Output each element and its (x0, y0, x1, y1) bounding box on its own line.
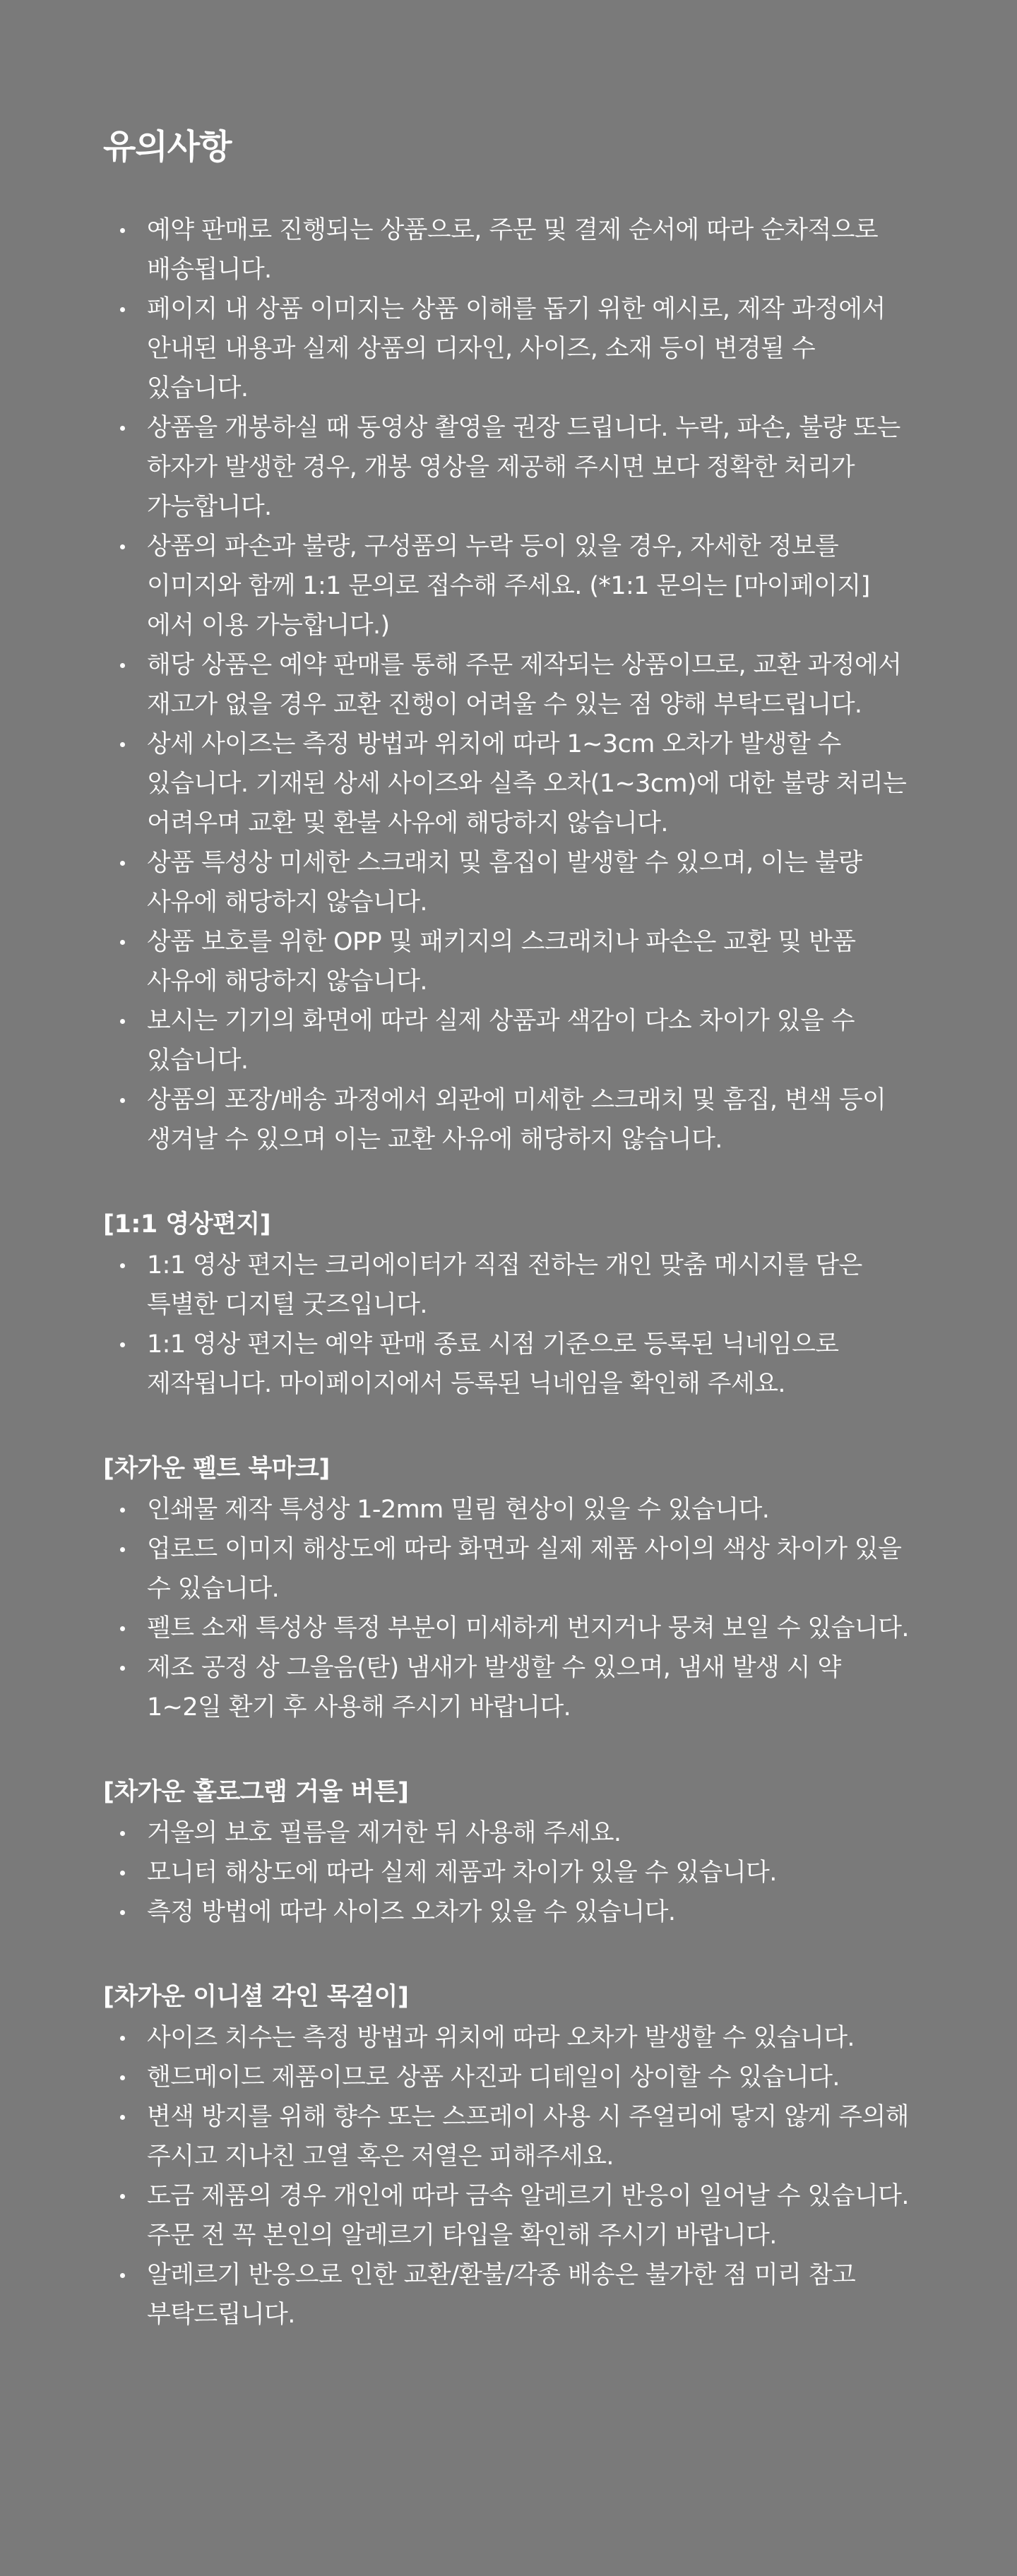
list-item (103, 1648, 914, 1727)
bullet-dot-icon (120, 1626, 125, 1631)
list-item-text: 상품의 포장/배송 과정에서 외관에 미세한 스크래치 및 흠집, 변색 등이 생겨날 수 있으며 이는 교환 사유에 해당하지 않습니다. (147, 1086, 886, 1154)
list-item-text: 상품의 파손과 불량, 구성품의 누락 등이 있을 경우, 자세한 정보를 이미지와 함께 1:1 문의로 접수해 주세요. (*1:1 문의는 [마이페이지]에서 이용 가능합니다.) (147, 532, 870, 640)
bullet-dot-icon (120, 940, 125, 945)
page-title: 유의사항 (103, 127, 232, 167)
bullet-dot-icon (120, 426, 125, 431)
section-general-notice (103, 126, 914, 1159)
list-item (103, 2255, 914, 2334)
list-item-text: 모니터 해상도에 따라 실제 제품과 차이가 있을 수 있습니다. (147, 1859, 777, 1887)
list-item (103, 1609, 914, 1648)
bullet-dot-icon (120, 663, 125, 668)
bullet-dot-icon (120, 1019, 125, 1024)
list-item (103, 1080, 914, 1159)
list-item-text: 도금 제품의 경우 개인에 따라 금속 알레르기 반응이 일어날 수 있습니다. 주문 전 꼭 본인의 알레르기 타입을 확인해 주시기 바랍니다. (147, 2182, 909, 2250)
list-item (103, 922, 914, 1001)
list-item (103, 1530, 914, 1609)
list-item-text: 해당 상품은 예약 판매를 통해 주문 제작되는 상품이므로, 교환 과정에서 재고가 없을 경우 교환 진행이 어려울 수 있는 점 양해 부탁드립니다. (147, 651, 902, 719)
list-item (103, 843, 914, 922)
bullet-dot-icon (120, 2115, 125, 2120)
list-item-text: 거울의 보호 필름을 제거한 뒤 사용해 주세요. (147, 1819, 622, 1847)
bullet-dot-icon (120, 2075, 125, 2080)
felt-bookmark-heading: [차가운 펠트 북마크] (103, 1455, 330, 1483)
section-initial-necklace (103, 1979, 914, 2334)
list-item-text: 알레르기 반응으로 인한 교환/환불/각종 배송은 불가한 점 미리 참고 부탁드립니다. (147, 2261, 856, 2329)
list-item-text: 페이지 내 상품 이미지는 상품 이해를 돕기 위한 예시로, 제작 과정에서 안내된 내용과 실제 상품의 디자인, 사이즈, 소재 등이 변경될 수 있습니다. (147, 295, 886, 402)
list-item (103, 1246, 914, 1325)
list-item (103, 290, 914, 408)
list-item-text: 핸드메이드 제품이므로 상품 사진과 디테일이 상이할 수 있습니다. (147, 2063, 840, 2092)
list-item-text: 제조 공정 상 그을음(탄) 냄새가 발생할 수 있으며, 냄새 발생 시 약 1~2일 환기 후 사용해 주시기 바랍니다. (147, 1654, 841, 1722)
list-item (103, 408, 914, 527)
list-item (103, 2176, 914, 2255)
list-item (103, 210, 914, 290)
felt-bookmark-list (103, 1490, 914, 1727)
bullet-dot-icon (120, 2036, 125, 2041)
list-item (103, 645, 914, 724)
list-item (103, 527, 914, 645)
list-item-text: 사이즈 치수는 측정 방법과 위치에 따라 오차가 발생할 수 있습니다. (147, 2024, 855, 2052)
list-item-text: 상품 특성상 미세한 스크래치 및 흠집이 발생할 수 있으며, 이는 불량 사유에 해당하지 않습니다. (147, 849, 862, 917)
video-letter-heading: [1:1 영상편지] (103, 1210, 271, 1239)
general-notice-list (103, 210, 914, 1159)
list-item (103, 1813, 914, 1853)
bullet-dot-icon (120, 1263, 125, 1268)
bullet-dot-icon (120, 1871, 125, 1876)
list-item-text: 펠트 소재 특성상 특정 부분이 미세하게 번지거나 뭉쳐 보일 수 있습니다. (147, 1614, 909, 1642)
bullet-dot-icon (120, 228, 125, 233)
bullet-dot-icon (120, 1547, 125, 1552)
initial-necklace-heading: [차가운 이니셜 각인 목걸이] (103, 1983, 409, 2011)
initial-necklace-list (103, 2018, 914, 2334)
hologram-button-heading: [차가운 홀로그램 거울 버튼] (103, 1778, 409, 1806)
hologram-button-list (103, 1813, 914, 1932)
list-item (103, 1325, 914, 1404)
list-item-text: 인쇄물 제작 특성상 1-2mm 밀림 현상이 있을 수 있습니다. (147, 1496, 770, 1524)
section-hologram-button (103, 1774, 914, 1932)
list-item (103, 1490, 914, 1530)
list-item-text: 1:1 영상 편지는 크리에이터가 직접 전하는 개인 맞춤 메시지를 담은 특별한 디지털 굿즈입니다. (147, 1251, 862, 1319)
list-item (103, 1892, 914, 1932)
section-video-letter (103, 1206, 914, 1404)
list-item-text: 상품 보호를 위한 OPP 및 패키지의 스크래치나 파손은 교환 및 반품 사유에 해당하지 않습니다. (147, 928, 856, 996)
bullet-dot-icon (120, 1508, 125, 1513)
list-item (103, 2018, 914, 2058)
video-letter-list (103, 1246, 914, 1404)
bullet-dot-icon (120, 1098, 125, 1103)
list-item (103, 2097, 914, 2176)
bullet-dot-icon (120, 861, 125, 866)
bullet-dot-icon (120, 2273, 125, 2278)
bullet-dot-icon (120, 1666, 125, 1671)
list-item-text: 상세 사이즈는 측정 방법과 위치에 따라 1~3cm 오차가 발생할 수 있습니다. 기재된 상세 사이즈와 실측 오차(1~3cm)에 대한 불량 처리는 어려우며 교환 및 환불 사유에 해당하지 않습니다. (147, 730, 907, 837)
bullet-dot-icon (120, 544, 125, 549)
list-item-text: 변색 방지를 위해 향수 또는 스프레이 사용 시 주얼리에 닿지 않게 주의해 주시고 지나친 고열 혹은 저열은 피해주세요. (147, 2103, 909, 2171)
bullet-dot-icon (120, 307, 125, 312)
bullet-dot-icon (120, 1910, 125, 1915)
list-item-text: 상품을 개봉하실 때 동영상 촬영을 권장 드립니다. 누락, 파손, 불량 또는 하자가 발생한 경우, 개봉 영상을 제공해 주시면 보다 정확한 처리가 가능합니다. (147, 414, 900, 521)
list-item-text: 업로드 이미지 해상도에 따라 화면과 실제 제품 사이의 색상 차이가 있을 수 있습니다. (147, 1535, 902, 1603)
list-item-text: 1:1 영상 편지는 예약 판매 종료 시점 기준으로 등록된 닉네임으로 제작됩니다. 마이페이지에서 등록된 닉네임을 확인해 주세요. (147, 1330, 839, 1398)
list-item (103, 2058, 914, 2097)
list-item-text: 예약 판매로 진행되는 상품으로, 주문 및 결제 순서에 따라 순차적으로 배송됩니다. (147, 216, 879, 284)
section-felt-bookmark (103, 1450, 914, 1727)
list-item (103, 724, 914, 843)
list-item-text: 측정 방법에 따라 사이즈 오차가 있을 수 있습니다. (147, 1898, 676, 1926)
list-item (103, 1001, 914, 1080)
list-item (103, 1853, 914, 1892)
bullet-dot-icon (120, 742, 125, 747)
bullet-dot-icon (120, 1831, 125, 1836)
bullet-dot-icon (120, 1342, 125, 1347)
bullet-dot-icon (120, 2194, 125, 2199)
list-item-text: 보시는 기기의 화면에 따라 실제 상품과 색감이 다소 차이가 있을 수 있습니다. (147, 1007, 855, 1075)
